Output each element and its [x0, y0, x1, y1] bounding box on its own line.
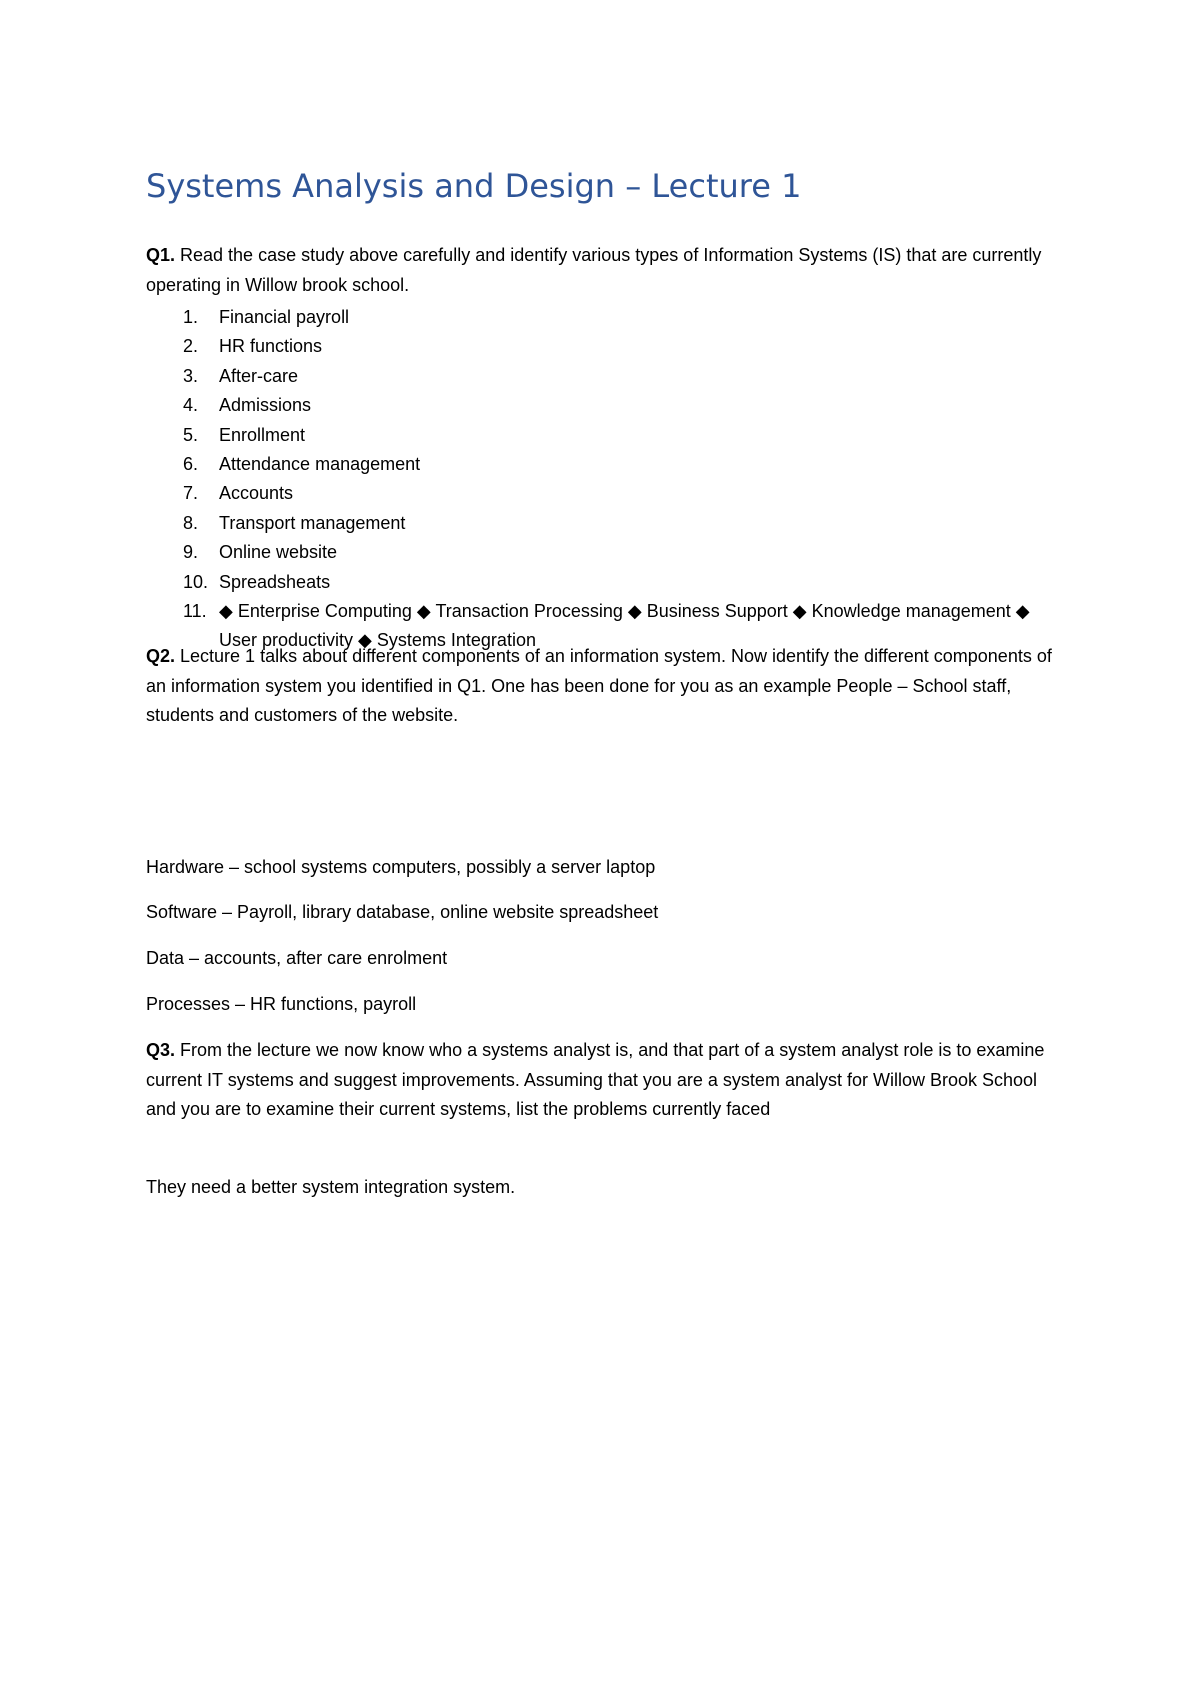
list-item [146, 303, 1066, 332]
list-item [146, 568, 1066, 597]
list-item-text: Accounts [219, 483, 294, 504]
list-item-number: 6. [183, 454, 199, 475]
list-item-text: Financial payroll [219, 307, 350, 327]
list-item-text: Enrollment [219, 424, 306, 445]
list-item [146, 362, 1066, 391]
component-software: Software – Payroll, library database, online website spreadsheet [146, 902, 659, 922]
list-item-number: 10. [183, 571, 209, 592]
list-item [146, 538, 1066, 567]
component-hardware: Hardware – school systems computers, possibly a server laptop [146, 857, 656, 877]
is-types-list [146, 303, 1066, 656]
list-item [146, 450, 1066, 479]
list-item-text: Transport management [219, 512, 406, 533]
list-item-text: Spreadsheats [219, 571, 331, 592]
list-item [146, 332, 1066, 361]
question-1-label: Q1. [146, 245, 176, 265]
question-1 [146, 241, 1066, 300]
question-2-text: Lecture 1 talks about different components of an information system. Now identify the different components of an information system you identified in Q1. One has been done for you as an example People – School staff, students and customers of the website. [146, 646, 1052, 725]
list-item [146, 421, 1066, 450]
list-item-number: 1. [183, 307, 199, 327]
document-page [146, 0, 1066, 1698]
component-data: Data – accounts, after care enrolment [146, 948, 448, 968]
question-2 [146, 642, 1066, 731]
list-item-number: 11. [183, 601, 207, 622]
question-3 [146, 1036, 1066, 1125]
list-item-text: Admissions [219, 395, 312, 416]
list-item-number: 2. [183, 336, 199, 357]
list-item-number: 3. [183, 365, 199, 386]
list-item-number: 8. [183, 512, 199, 533]
list-item-text: After-care [219, 365, 299, 386]
list-item-number: 5. [183, 424, 199, 445]
list-item-text: Online website [219, 542, 338, 563]
question-1-text: Read the case study above carefully and identify various types of Information Systems (IS) that are currently operating in Willow brook school. [146, 245, 1042, 295]
list-item-number: 4. [183, 395, 199, 416]
list-item [146, 391, 1066, 420]
list-item-text: ◆ Enterprise Computing ◆ Transaction Processing ◆ Business Support ◆ Knowledge management ◆ User productivity ◆ Systems Integration [219, 601, 1030, 651]
list-item-number: 7. [183, 483, 199, 504]
list-item-text: Attendance management [219, 454, 421, 475]
list-item [146, 479, 1066, 508]
component-processes: Processes – HR functions, payroll [146, 994, 417, 1014]
question-3-label: Q3. [146, 1040, 176, 1060]
list-item [146, 509, 1066, 538]
list-item-text: HR functions [219, 336, 323, 357]
page-title: Systems Analysis and Design – Lecture 1 [146, 167, 802, 205]
question-3-text: From the lecture we now know who a systems analyst is, and that part of a system analyst role is to examine current IT systems and suggest improvements. Assuming that you are a system analyst for Willow Brook School and you are to examine their current systems, list the problems currently faced [146, 1040, 1045, 1119]
answer-text: They need a better system integration system. [146, 1177, 516, 1197]
question-2-label: Q2. [146, 646, 176, 666]
list-item-number: 9. [183, 542, 199, 563]
